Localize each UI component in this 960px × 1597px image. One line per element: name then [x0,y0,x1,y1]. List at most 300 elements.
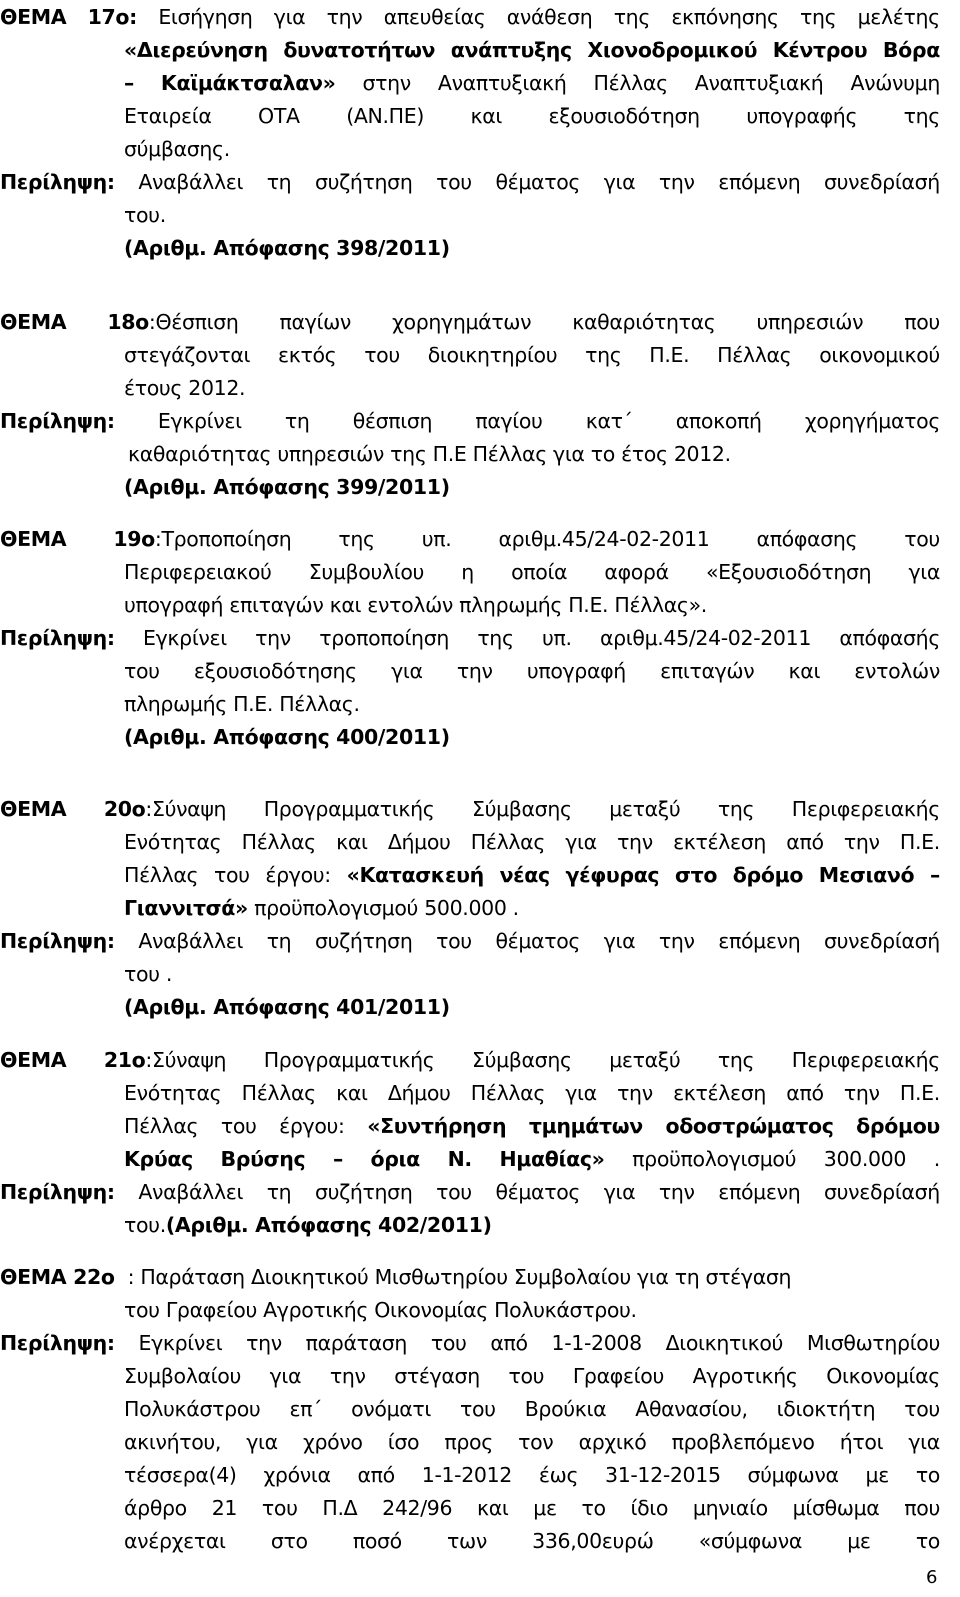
word: το [915,1463,940,1487]
word: Περίληψη: [0,1180,115,1204]
word: ανέρχεται [124,1529,226,1553]
word: «Εξουσιοδότηση [705,560,872,584]
word: οποία [511,560,568,584]
word: – [332,1147,343,1171]
bold-text: (Αριθμ. Απόφασης 400/2011) [124,725,450,749]
word: του [430,1331,467,1355]
word: Συμβουλίου [308,560,425,584]
word: απόφασής [839,626,940,650]
word: – [929,863,940,887]
word: ανάπτυξης [450,38,572,62]
text-line [124,233,450,263]
word: την [617,830,653,854]
word: υπ. [541,626,572,650]
word: του [261,1496,298,1520]
word: Ενότητας [124,830,222,854]
word: Καϊμάκτσαλαν» [160,71,336,95]
word: επ΄ [289,1397,323,1421]
word: τροποποίηση [319,626,449,650]
word: αποκοπή [675,409,762,433]
word: Εισήγηση [158,5,253,29]
word: στο [270,1529,308,1553]
word: προβλεπόμενο [671,1430,815,1454]
text-line [124,722,450,752]
word: Π.Ε. [899,1081,940,1105]
text-line [124,893,519,923]
word: υπηρεσιών [756,310,864,334]
text-line [0,1328,940,1358]
word: παγίου [475,409,543,433]
word: μίσθωμα [792,1496,880,1520]
text-line [0,926,940,956]
word: 1-1-2008 [551,1331,642,1355]
word: και [470,104,503,128]
word: Ημαθίας» [499,1147,605,1171]
word: υπ. [421,527,452,551]
word: Πολυκάστρου [124,1397,261,1421]
bold-text: (Αριθμ. Απόφασης 402/2011) [165,1213,492,1237]
text-line [0,524,940,554]
word: την [843,1081,880,1105]
word: κατ΄ [585,409,633,433]
word: «σύμφωνα [698,1529,802,1553]
body-text: του Γραφείου Αγροτικής Οικονομίας Πολυκάστρου. [124,1298,637,1322]
word: επιταγών [660,659,755,683]
word: ιδιοκτήτη [776,1397,876,1421]
word: συνεδρίασή [823,1180,940,1204]
word: 336,00ευρώ [532,1529,654,1553]
word: Εταιρεία [124,104,212,128]
word: την [658,170,695,194]
word: του [904,1397,940,1421]
text-line [0,1262,791,1292]
word: για [603,1180,636,1204]
word: του [904,527,940,551]
word: την [843,830,880,854]
word: ΘΕΜΑ [0,797,67,821]
word: από [786,830,824,854]
word: εκτέλεση [673,1081,767,1105]
word: την [658,929,695,953]
word: ΘΕΜΑ [0,527,67,551]
word: θέματος [495,170,581,194]
word: της [477,626,514,650]
text-line [124,1394,940,1424]
word: για [565,830,597,854]
word: για [908,1430,940,1454]
word: 19ο:Τροποποίηση [113,527,292,551]
word: – [124,71,134,95]
word: της [585,343,622,367]
word: για [908,560,940,584]
word: του [436,1180,472,1204]
word: για [391,659,423,683]
text-line [124,134,230,164]
word: Μεσιανό [818,863,915,887]
word: των [447,1529,487,1553]
word: Οικονομίας [826,1364,940,1388]
word: για [565,1081,597,1105]
bold-text: (Αριθμ. Απόφασης 401/2011) [124,995,450,1019]
word: ίδιο [630,1496,669,1520]
word: τη [266,929,292,953]
text-line [0,2,940,32]
word: επόμενη [718,929,801,953]
word: δυνατοτήτων [283,38,436,62]
word: Περίληψη: [0,1331,115,1355]
word: παγίων [279,310,351,334]
word: την [658,1180,695,1204]
text-line [124,1295,637,1325]
word: Πέλλας [593,71,668,95]
word: που [904,1496,940,1520]
word: Μισθωτηρίου [806,1331,940,1355]
text-line [0,1045,940,1075]
word: με [847,1529,871,1553]
word: Εγκρίνει [138,1331,223,1355]
word: Προγραμματικής [263,1048,435,1072]
body-text: προϋπολογισμού 500.000 . [247,896,519,920]
word: άρθρο [124,1496,187,1520]
word: Δήμου [387,830,451,854]
word: την [329,1364,366,1388]
word: έργου: [265,863,331,887]
word: απευθείας [383,5,486,29]
word: μελέτης [857,5,940,29]
word: εκπόνησης [671,5,779,29]
word: ΘΕΜΑ [0,5,67,29]
word: καθαριότητας [572,310,716,334]
word: την [617,1081,653,1105]
word: εκτός [278,343,337,367]
word: Π.Ε. [649,343,690,367]
word: για [603,170,636,194]
word: τη [266,170,292,194]
text-line [128,439,731,469]
word: «Διερεύνηση [124,38,268,62]
word: . [933,1147,940,1171]
word: του [460,1397,496,1421]
text-line [124,1144,940,1174]
word: και [336,1081,368,1105]
word: του [124,659,160,683]
word: «Κατασκευή [346,863,484,887]
word: για [273,5,306,29]
word: Ν. [447,1147,472,1171]
word: χρόνια [263,1463,331,1487]
word: χρόνο [302,1430,363,1454]
word: που [904,310,940,334]
bold-text: (Αριθμ. Απόφασης 398/2011) [124,236,450,260]
word: Περιφερειακής [791,1048,940,1072]
word: ΘΕΜΑ [0,1048,67,1072]
word: την [456,659,493,683]
word: του [508,1364,545,1388]
word: ήτοι [839,1430,884,1454]
text-line [124,1460,940,1490]
word: αριθμ.45/24-02-2011 [498,527,710,551]
word: τη [284,409,310,433]
word: Κέντρου [772,38,868,62]
word: Πέλλας [124,1114,199,1138]
text-line [124,472,450,502]
word: Κρύας [124,1147,193,1171]
word: δρόμου [856,1114,940,1138]
body-text: του . [124,962,173,986]
word: επόμενη [718,170,801,194]
word: θέματος [495,929,581,953]
word: ανάθεση [506,5,593,29]
word: ονόματι [351,1397,431,1421]
word: του [436,170,472,194]
word: όρια [370,1147,420,1171]
word: Βρούκια [524,1397,607,1421]
word: στεγάζονται [124,343,251,367]
text-line [124,590,707,620]
word: ποσό [352,1529,402,1553]
word: εντολών [854,659,940,683]
word: με [533,1496,557,1520]
word: με [865,1463,889,1487]
word: Περίληψη: [0,929,115,953]
word: η [461,560,474,584]
word: εκτέλεση [673,830,767,854]
word: τμημάτων [528,1114,643,1138]
word: συζήτηση [314,1180,413,1204]
word: της [717,797,755,821]
text-line [124,1493,940,1523]
word: της [799,5,837,29]
word: μεταξύ [609,797,681,821]
word: Περίληψη: [0,409,115,433]
text-line [124,1111,940,1141]
word: Προγραμματικής [263,797,435,821]
body-text: καθαριότητας υπηρεσιών της Π.Ε Πέλλας για το έτος 2012. [128,442,731,466]
word: Πέλλας [470,1081,546,1105]
word: Βόρα [882,38,940,62]
word: Χιονοδρομικού [587,38,758,62]
word: 17ο: [87,5,138,29]
word: Εγκρίνει [143,626,227,650]
word: Διοικητικού [665,1331,784,1355]
text-line [0,623,940,653]
text-line [0,1177,940,1207]
word: τέσσερα(4) [124,1463,237,1487]
word: χορηγήματος [804,409,940,433]
word: αρχικό [578,1430,647,1454]
word: από [490,1331,528,1355]
text-line [0,794,940,824]
word: θέσπιση [352,409,433,433]
word: διοικητηρίου [427,343,558,367]
word: 1-1-2012 [421,1463,513,1487]
word: ΟΤΑ [258,104,300,128]
body-text: : Παράταση Διοικητικού Μισθωτηρίου Συμβολαίου για τη στέγαση [121,1265,792,1289]
word: για [246,1430,278,1454]
word: Π.Δ [322,1496,358,1520]
word: και [476,1496,509,1520]
word: 21 [211,1496,238,1520]
text-line [124,373,245,403]
word: ακινήτου, [124,1430,222,1454]
word: 300.000 [823,1147,907,1171]
word: ίσο [387,1430,420,1454]
word: τον [518,1430,554,1454]
word: μεταξύ [609,1048,681,1072]
word: του [436,929,472,953]
text-line [124,200,166,230]
word: Αγροτικής [692,1364,798,1388]
bold-text: ΘΕΜΑ 22ο [0,1265,122,1289]
page-number: 6 [926,1567,938,1588]
word: προς [444,1430,493,1454]
word: από [357,1463,395,1487]
bold-text: (Αριθμ. Απόφασης 399/2011) [124,475,450,499]
word: της [338,527,375,551]
word: 242/96 [382,1496,453,1520]
word: υπογραφής [746,104,858,128]
word: γέφυρας [565,863,660,887]
word: της [613,5,651,29]
word: και [788,659,821,683]
word: εξουσιοδότησης [193,659,357,683]
word: Πέλλας [717,343,792,367]
word: στέγαση [394,1364,480,1388]
word: μηνιαίο [692,1496,768,1520]
text-line [124,35,940,65]
word: θέματος [495,1180,581,1204]
word: την [246,1331,282,1355]
word: Ενότητας [124,1081,222,1105]
word: Πέλλας [241,830,316,854]
word: της [903,104,940,128]
word: Σύμβασης [471,797,572,821]
text-line [124,1427,940,1457]
body-text: του. [124,203,166,227]
text-line [124,959,172,989]
word: Περίληψη: [0,626,115,650]
word: υπογραφή [526,659,626,683]
text-line [124,689,360,719]
text-line [124,340,940,370]
word: (ΑΝ.ΠΕ) [346,104,424,128]
word: Π.Ε. [899,830,940,854]
text-line [124,656,940,686]
text-line [124,101,940,131]
word: στην [362,71,411,95]
word: οικονομικού [819,343,940,367]
word: Αναπτυξιακή [694,71,824,95]
word: οδοστρώματος [665,1114,834,1138]
word: Περιφερειακής [791,797,940,821]
text-line [124,68,940,98]
word: συζήτηση [314,170,413,194]
word: Βρύσης [220,1147,306,1171]
word: τη [266,1180,292,1204]
text-line [124,1361,940,1391]
word: Γραφείου [572,1364,664,1388]
text-line [124,1526,940,1556]
word: Πέλλας [241,1081,316,1105]
body-text: του. [124,1213,166,1237]
text-line [0,307,940,337]
word: συνεδρίασή [823,929,940,953]
body-text: έτους 2012. [124,376,246,400]
text-line [0,167,940,197]
word: από [786,1081,824,1105]
text-line [124,557,940,587]
text-line [124,860,940,890]
word: Εγκρίνει [157,409,242,433]
word: ΘΕΜΑ [0,310,67,334]
word: Πέλλας [470,830,546,854]
text-line [124,992,450,1022]
word: για [269,1364,302,1388]
word: επόμενη [718,1180,801,1204]
word: την [255,626,291,650]
word: την [326,5,363,29]
word: συζήτηση [314,929,413,953]
word: 31-12-2015 [605,1463,721,1487]
word: εξουσιοδότηση [548,104,700,128]
word: του [213,863,250,887]
word: δρόμο [732,863,804,887]
body-text: πληρωμής Π.Ε. Πέλλας. [124,692,360,716]
word: για [603,929,636,953]
text-line [124,1210,492,1240]
word: Αναπτυξιακή [437,71,567,95]
word: παράταση [305,1331,408,1355]
word: απόφασης [756,527,858,551]
word: σύμφωνα [747,1463,839,1487]
word: Αναβάλλει [138,1180,244,1204]
word: συνεδρίασή [823,170,940,194]
text-line [0,406,940,436]
word: το [581,1496,606,1520]
word: αφορά [604,560,669,584]
word: του [220,1114,257,1138]
word: 21ο:Σύναψη [103,1048,227,1072]
word: Περίληψη: [0,170,115,194]
word: Ανώνυμη [850,71,940,95]
bold-text: Γιαννιτσά» [124,896,248,920]
word: στο [674,863,718,887]
word: του [364,343,400,367]
word: 20ο:Σύναψη [103,797,227,821]
word: αριθμ.45/24-02-2011 [599,626,812,650]
text-line [124,827,940,857]
word: Πέλλας [124,863,199,887]
text-line [124,1078,940,1108]
word: Σύμβασης [471,1048,572,1072]
word: 18ο:Θέσπιση [107,310,239,334]
word: χορηγημάτων [392,310,532,334]
body-text: υπογραφή επιταγών και εντολών πληρωμής Π.Ε. Πέλλας». [124,593,707,617]
word: Περιφερειακού [124,560,272,584]
word: Δήμου [387,1081,451,1105]
word: έργου: [279,1114,345,1138]
word: Αναβάλλει [138,929,244,953]
word: έως [538,1463,579,1487]
word: προϋπολογισμού [632,1147,797,1171]
word: της [717,1048,755,1072]
word: Αθανασίου, [635,1397,748,1421]
word: νέας [499,863,550,887]
word: Αναβάλλει [138,170,244,194]
body-text: σύμβασης. [124,137,230,161]
word: και [336,830,368,854]
word: «Συντήρηση [367,1114,507,1138]
